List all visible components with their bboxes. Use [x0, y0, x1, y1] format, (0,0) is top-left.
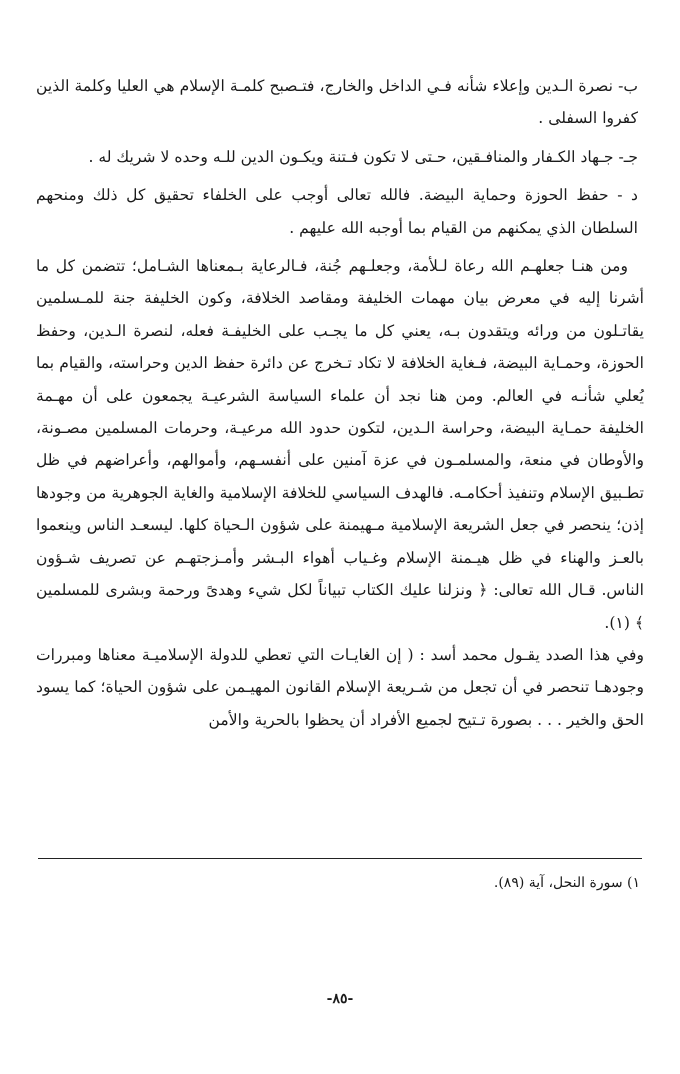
footnote-divider: [38, 858, 642, 859]
list-item-text: جـهاد الكـفار والمنافـقين، حـتى لا تكون فـتنة ويكـون الدين للـه وحده لا شريك له .: [88, 147, 614, 166]
list-item-text: نصرة الـدين وإعلاء شأنه فـي الداخل والخارج، فتـصبح كلمـة الإسلام هي العليا وكلمة الذين كفروا السفلى .: [36, 77, 638, 128]
list-item: [36, 141, 644, 173]
list-marker: جـ-: [618, 147, 638, 166]
list-marker: د -: [617, 186, 638, 205]
body-paragraph: ومن هنـا جعلهـم الله رعاة لـلأمة، وجعلـهم جُنة، فـالرعاية بـمعناها الشـامل؛ تتضمن كل ما أشرنا إليه في معرض بيان مهمات الخليفة ومقاصد الخلافة، وكون الخليفة جنة للمـسلمين يقاتـلون من ورائه ويتقدون بـه، يعني كل ما يجـب على الخليفـة فعله، لنصرة الـدين، وحفظ الحوزة، وحمـاية البيضة، فـغاية الخلافة لا تكاد تـخرج عن دائرة حفظ الدين وحراسته، والقيام بما يُعلي شأنـه في العالم. ومن هنا نجد أن علماء السياسة الشرعيـة يجمعون على أن مهـمة الخليفة حمـاية البيضة، وحراسة الـدين، لتكون حدود الله مرعيـة، وحرمات المسلمين مصـونة، والأوطان في منعة، والمسلمـون في عزة آمنين على أنفسـهم، وأموالهم، وأعراضهم في ظل تطـبيق الإسلام وتنفيذ أحكامـه. فالهدف السياسي للخلافة الإسلامية والغاية الجوهرية من وجودها إذن؛ ينحصر في جعل الشريعة الإسلامية مـهيمنة على شؤون الـحياة كلها. ليسعـد الناس وينعموا بالعـز والهناء في ظل هيـمنة الإسلام وغـياب أهواء البـشر وأمـزجتهـم عن تصريف شـؤون الناس. قـال الله تعالى: ﴿ ونزلنا عليك الكتاب تبياناً لكل شيء وهدىً ورحمة وبشرى للمسلمين ﴾ (١).: [36, 257, 644, 632]
list-item: [36, 179, 644, 244]
list-marker: ب-: [618, 77, 639, 95]
page-number: -٨٥-: [326, 991, 354, 1007]
main-text: [36, 70, 644, 736]
body-paragraph: وفي هذا الصدد يقـول محمد أسد : ( إن الغايـات التي تعطي للدولة الإسلاميـة معناها ومبررات وجودهـا تنحصر في أن تجعل من شـريعة الإسلام القانون المهيـمن على شؤون الحياة؛ كما يسود الحق والخير . . . بصورة تـتيح لجميع الأفراد أن يحظوا بالحرية والأمن: [36, 645, 644, 729]
list-item-text: حفظ الحوزة وحماية البيضة. فالله تعالى أوجب على الخلفاء تحقيق كل ذلك ومنحهم السلطان الذي يمكنهم من القيام بما أوجبه الله عليهم .: [36, 186, 638, 237]
footnote: ١) سورة النحل، آية (٨٩).: [493, 875, 640, 891]
list-item: [36, 70, 644, 135]
